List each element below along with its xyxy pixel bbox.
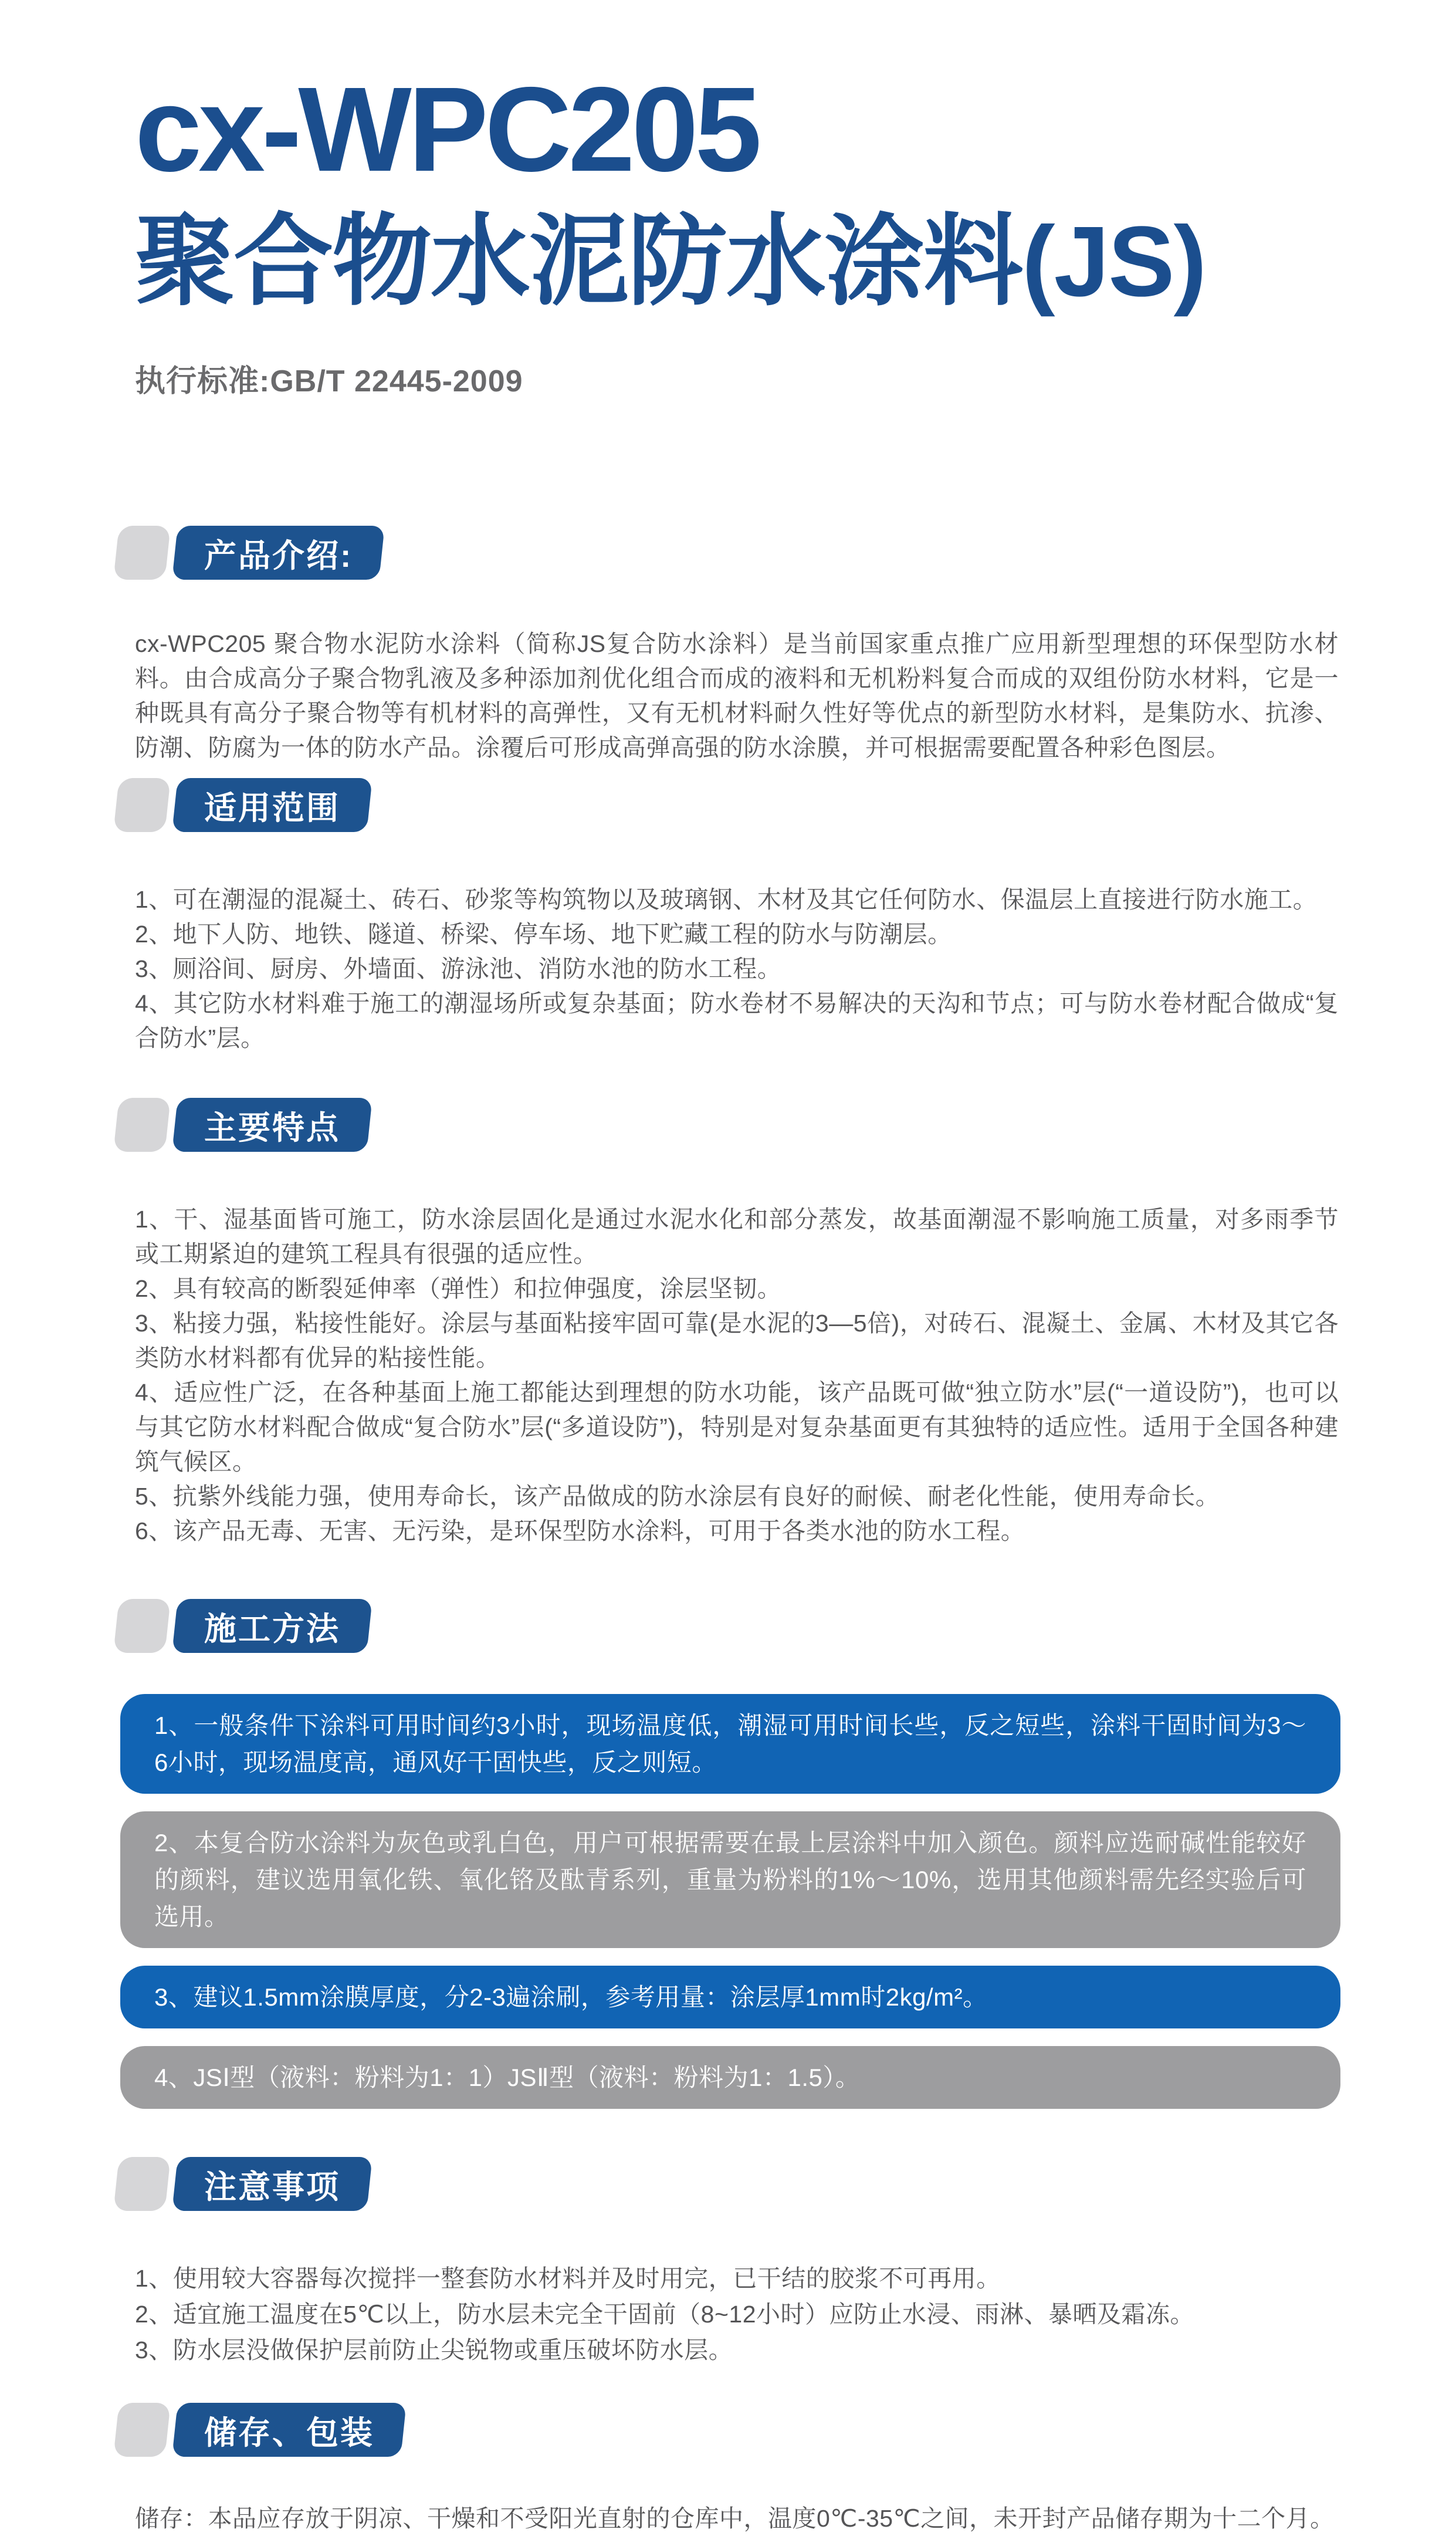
notes-list [135, 2261, 1339, 2368]
method-bar-4: 4、JSⅠ型（液料：粉料为1：1）JSⅡ型（液料：粉料为1：1.5）。 [120, 2046, 1340, 2109]
page-title-model: cx-WPC205 [135, 62, 759, 197]
list-item: 6、该产品无毒、无害、无污染，是环保型防水涂料，可用于各类水池的防水工程。 [135, 1517, 1025, 1545]
section-badge-label: 储存、包装 [204, 2414, 375, 2451]
list-item: 1、使用较大容器每次搅拌一整套防水材料并及时用完，已干结的胶浆不可再用。 [135, 2265, 1001, 2292]
list-item: 4、适应性广泛，在各种基面上施工都能达到理想的防水功能，该产品既可做“独立防水”层(“一道设防”)，也可以与其它防水材料配合做成“复合防水”层(“多道设防”)，特别是对复杂基面更有其独特的适应性。适用于全国各种建筑气候区。 [135, 1379, 1339, 1476]
execution-standard: 执行标准:GB/T 22445-2009 [135, 364, 523, 399]
section-badge-label: 产品介绍: [204, 537, 353, 574]
section-header-storage [116, 2403, 1339, 2457]
list-item: 4、其它防水材料难于施工的潮湿场所或复杂基面；防水卷材不易解决的天沟和节点；可与防水卷材配合做成“复合防水”层。 [135, 990, 1339, 1052]
page-title-product: 聚合物水泥防水涂料(JS) [135, 206, 1206, 317]
list-item: 5、抗紫外线能力强，使用寿命长，该产品做成的防水涂层有良好的耐候、耐老化性能，使用寿命长。 [135, 1483, 1220, 1510]
section-precautions [135, 2157, 1339, 2368]
method-bars [120, 1694, 1340, 2109]
method-bar-1: 1、一般条件下涂料可用时间约3小时，现场温度低，潮湿可用时间长些，反之短些，涂料干固时间为3～6小时，现场温度高，通风好干固快些，反之则短。 [120, 1694, 1340, 1794]
section-badge-label: 适用范围 [204, 789, 341, 826]
section-badge-features [172, 1098, 373, 1152]
section-main-features [135, 1098, 1339, 1548]
scope-list [135, 882, 1339, 1056]
section-header-notes [116, 2157, 1339, 2211]
section-header-features [116, 1098, 1339, 1152]
section-badge-label: 施工方法 [204, 1610, 341, 1647]
section-header-method [116, 1599, 1339, 1653]
section-header-chip [113, 526, 171, 580]
method-bar-2: 2、本复合防水涂料为灰色或乳白色，用户可根据需要在最上层涂料中加入颜色。颜料应选耐碱性能较好的颜料，建议选用氧化铁、氧化铬及酞青系列，重量为粉料的1%～10%，选用其他颜料需先经实验后可选用。 [120, 1811, 1340, 1948]
section-badge-storage [172, 2403, 407, 2457]
section-header-chip [113, 1098, 171, 1152]
list-item: 2、地下人防、地铁、隧道、桥梁、停车场、地下贮藏工程的防水与防潮层。 [135, 921, 952, 948]
list-item: 1、可在潮湿的混凝土、砖石、砂浆等构筑物以及玻璃钢、木材及其它任何防水、保温层上直接进行防水施工。 [135, 886, 1318, 914]
section-header-chip [113, 2157, 171, 2211]
section-application-scope [135, 778, 1339, 1056]
list-item: 3、厕浴间、厨房、外墙面、游泳池、消防水池的防水工程。 [135, 955, 782, 983]
features-list [135, 1202, 1339, 1548]
section-badge-method [172, 1599, 373, 1653]
section-header-chip [113, 2403, 171, 2457]
section-product-intro [135, 526, 1339, 765]
method-bar-3: 3、建议1.5mm涂膜厚度，分2-3遍涂刷，参考用量：涂层厚1mm时2kg/m²。 [120, 1966, 1340, 2028]
section-badge-label: 主要特点 [204, 1109, 341, 1146]
section-badge-scope [172, 778, 373, 832]
section-header-chip [113, 1599, 171, 1653]
section-badge-intro [172, 526, 385, 580]
intro-paragraph: cx-WPC205 聚合物水泥防水涂料（简称JS复合防水涂料）是当前国家重点推广应用新型理想的环保型防水材料。由合成高分子聚合物乳液及多种添加剂优化组合而成的液料和无机粉料复合而成的双组份防水材料，它是一种既具有高分子聚合物等有机材料的高弹性，又有无机材料耐久性好等优点的新型防水材料，是集防水、抗渗、防潮、防腐为一体的防水产品。涂覆后可形成高弹高强的防水涂膜，并可根据需要配置各种彩色图层。 [135, 630, 1339, 762]
list-item: 3、防水层没做保护层前防止尖锐物或重压破坏防水层。 [135, 2336, 733, 2364]
list-item: 2、适宜施工温度在5℃以上，防水层未完全干固前（8~12小时）应防止水浸、雨淋、暴晒及霜冻。 [135, 2301, 1194, 2328]
section-header-intro [116, 526, 1339, 580]
section-badge-notes [172, 2157, 373, 2211]
list-item: 3、粘接力强，粘接性能好。涂层与基面粘接牢固可靠(是水泥的3—5倍)，对砖石、混凝土、金属、木材及其它各类防水材料都有优异的粘接性能。 [135, 1310, 1339, 1372]
section-header-scope [116, 778, 1339, 832]
list-item: 1、干、湿基面皆可施工，防水涂层固化是通过水泥水化和部分蒸发，故基面潮湿不影响施工质量，对多雨季节或工期紧迫的建筑工程具有很强的适应性。 [135, 1206, 1339, 1268]
section-storage-packaging [135, 2403, 1339, 2536]
storage-paragraph: 储存：本品应存放于阴凉、干燥和不受阳光直射的仓库中，温度0℃-35℃之间，未开封产品储存期为十二个月。 [135, 2505, 1335, 2532]
section-construction-method [135, 1599, 1339, 2109]
list-item: 2、具有较高的断裂延伸率（弹性）和拉伸强度，涂层坚韧。 [135, 1275, 782, 1303]
section-badge-label: 注意事项 [204, 2168, 341, 2205]
section-header-chip [113, 778, 171, 832]
